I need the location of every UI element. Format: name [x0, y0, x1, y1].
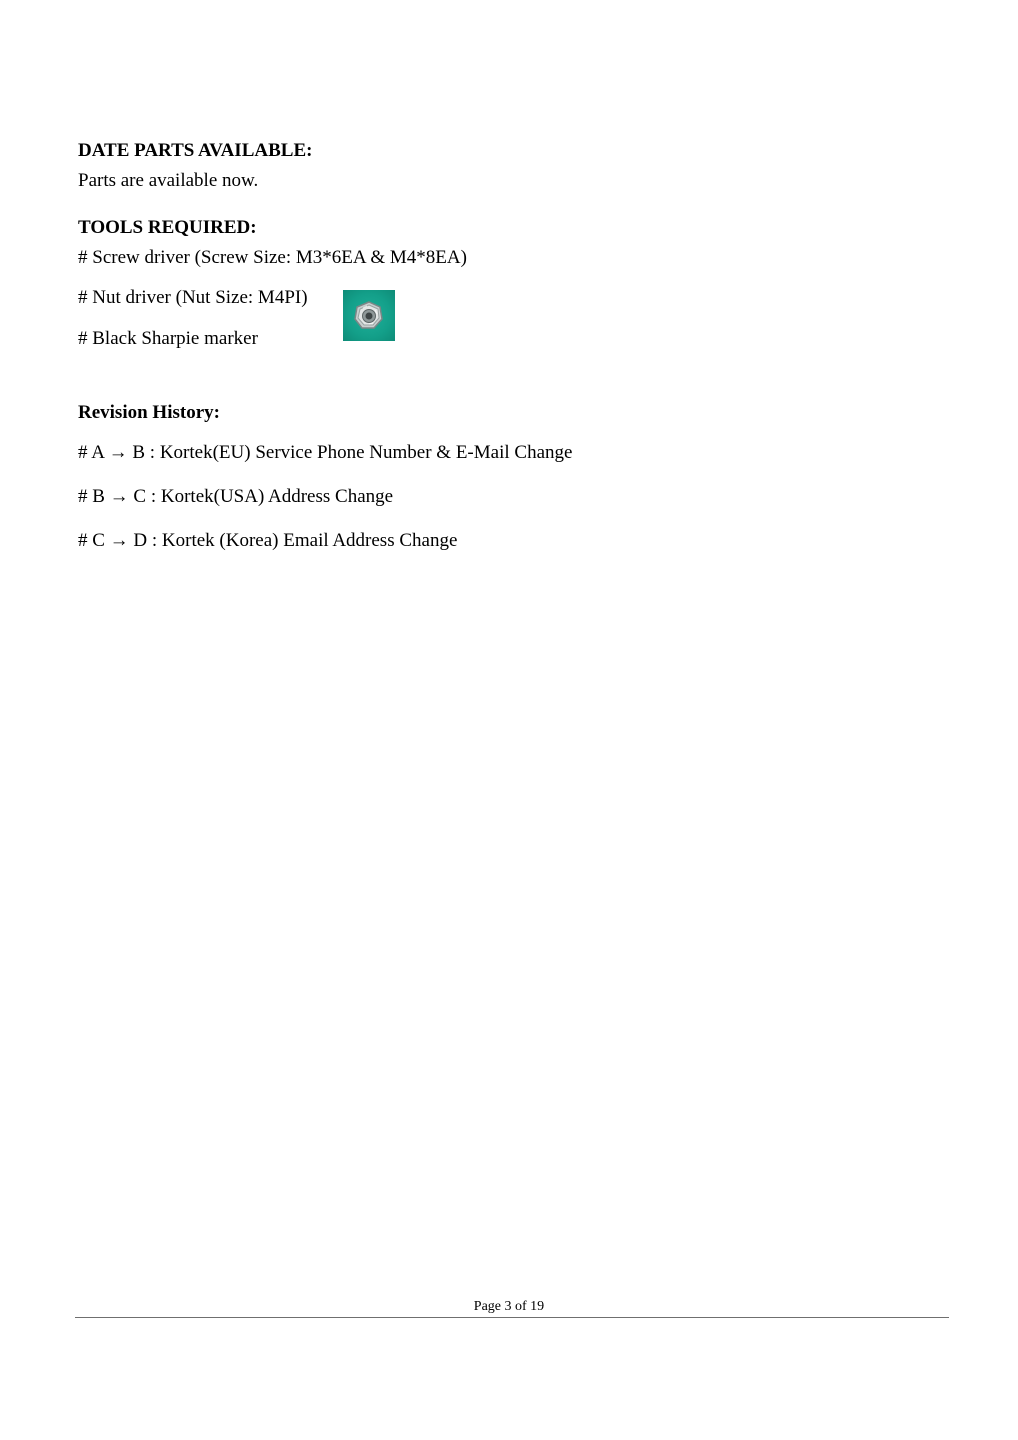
tool-item-nut-driver: # Nut driver (Nut Size: M4PI)	[78, 287, 308, 308]
footer-divider	[75, 1317, 949, 1318]
revision-history-heading: Revision History:	[78, 402, 220, 423]
revision-item-a-b: # A → B : Kortek(EU) Service Phone Number & E-Mail Change	[78, 442, 573, 463]
tool-item-sharpie: # Black Sharpie marker	[78, 328, 258, 349]
revision-item-c-d: # C → D : Kortek (Korea) Email Address Change	[78, 530, 458, 551]
nut-photo	[343, 290, 395, 341]
tool-item-screw-driver: # Screw driver (Screw Size: M3*6EA & M4*8EA)	[78, 247, 467, 268]
page-number: Page 3 of 19	[473, 1299, 545, 1314]
date-parts-text: Parts are available now.	[78, 170, 259, 191]
tools-heading: TOOLS REQUIRED:	[78, 217, 257, 238]
revision-item-b-c: # B → C : Kortek(USA) Address Change	[78, 486, 394, 507]
date-parts-heading: DATE PARTS AVAILABLE:	[78, 140, 313, 161]
